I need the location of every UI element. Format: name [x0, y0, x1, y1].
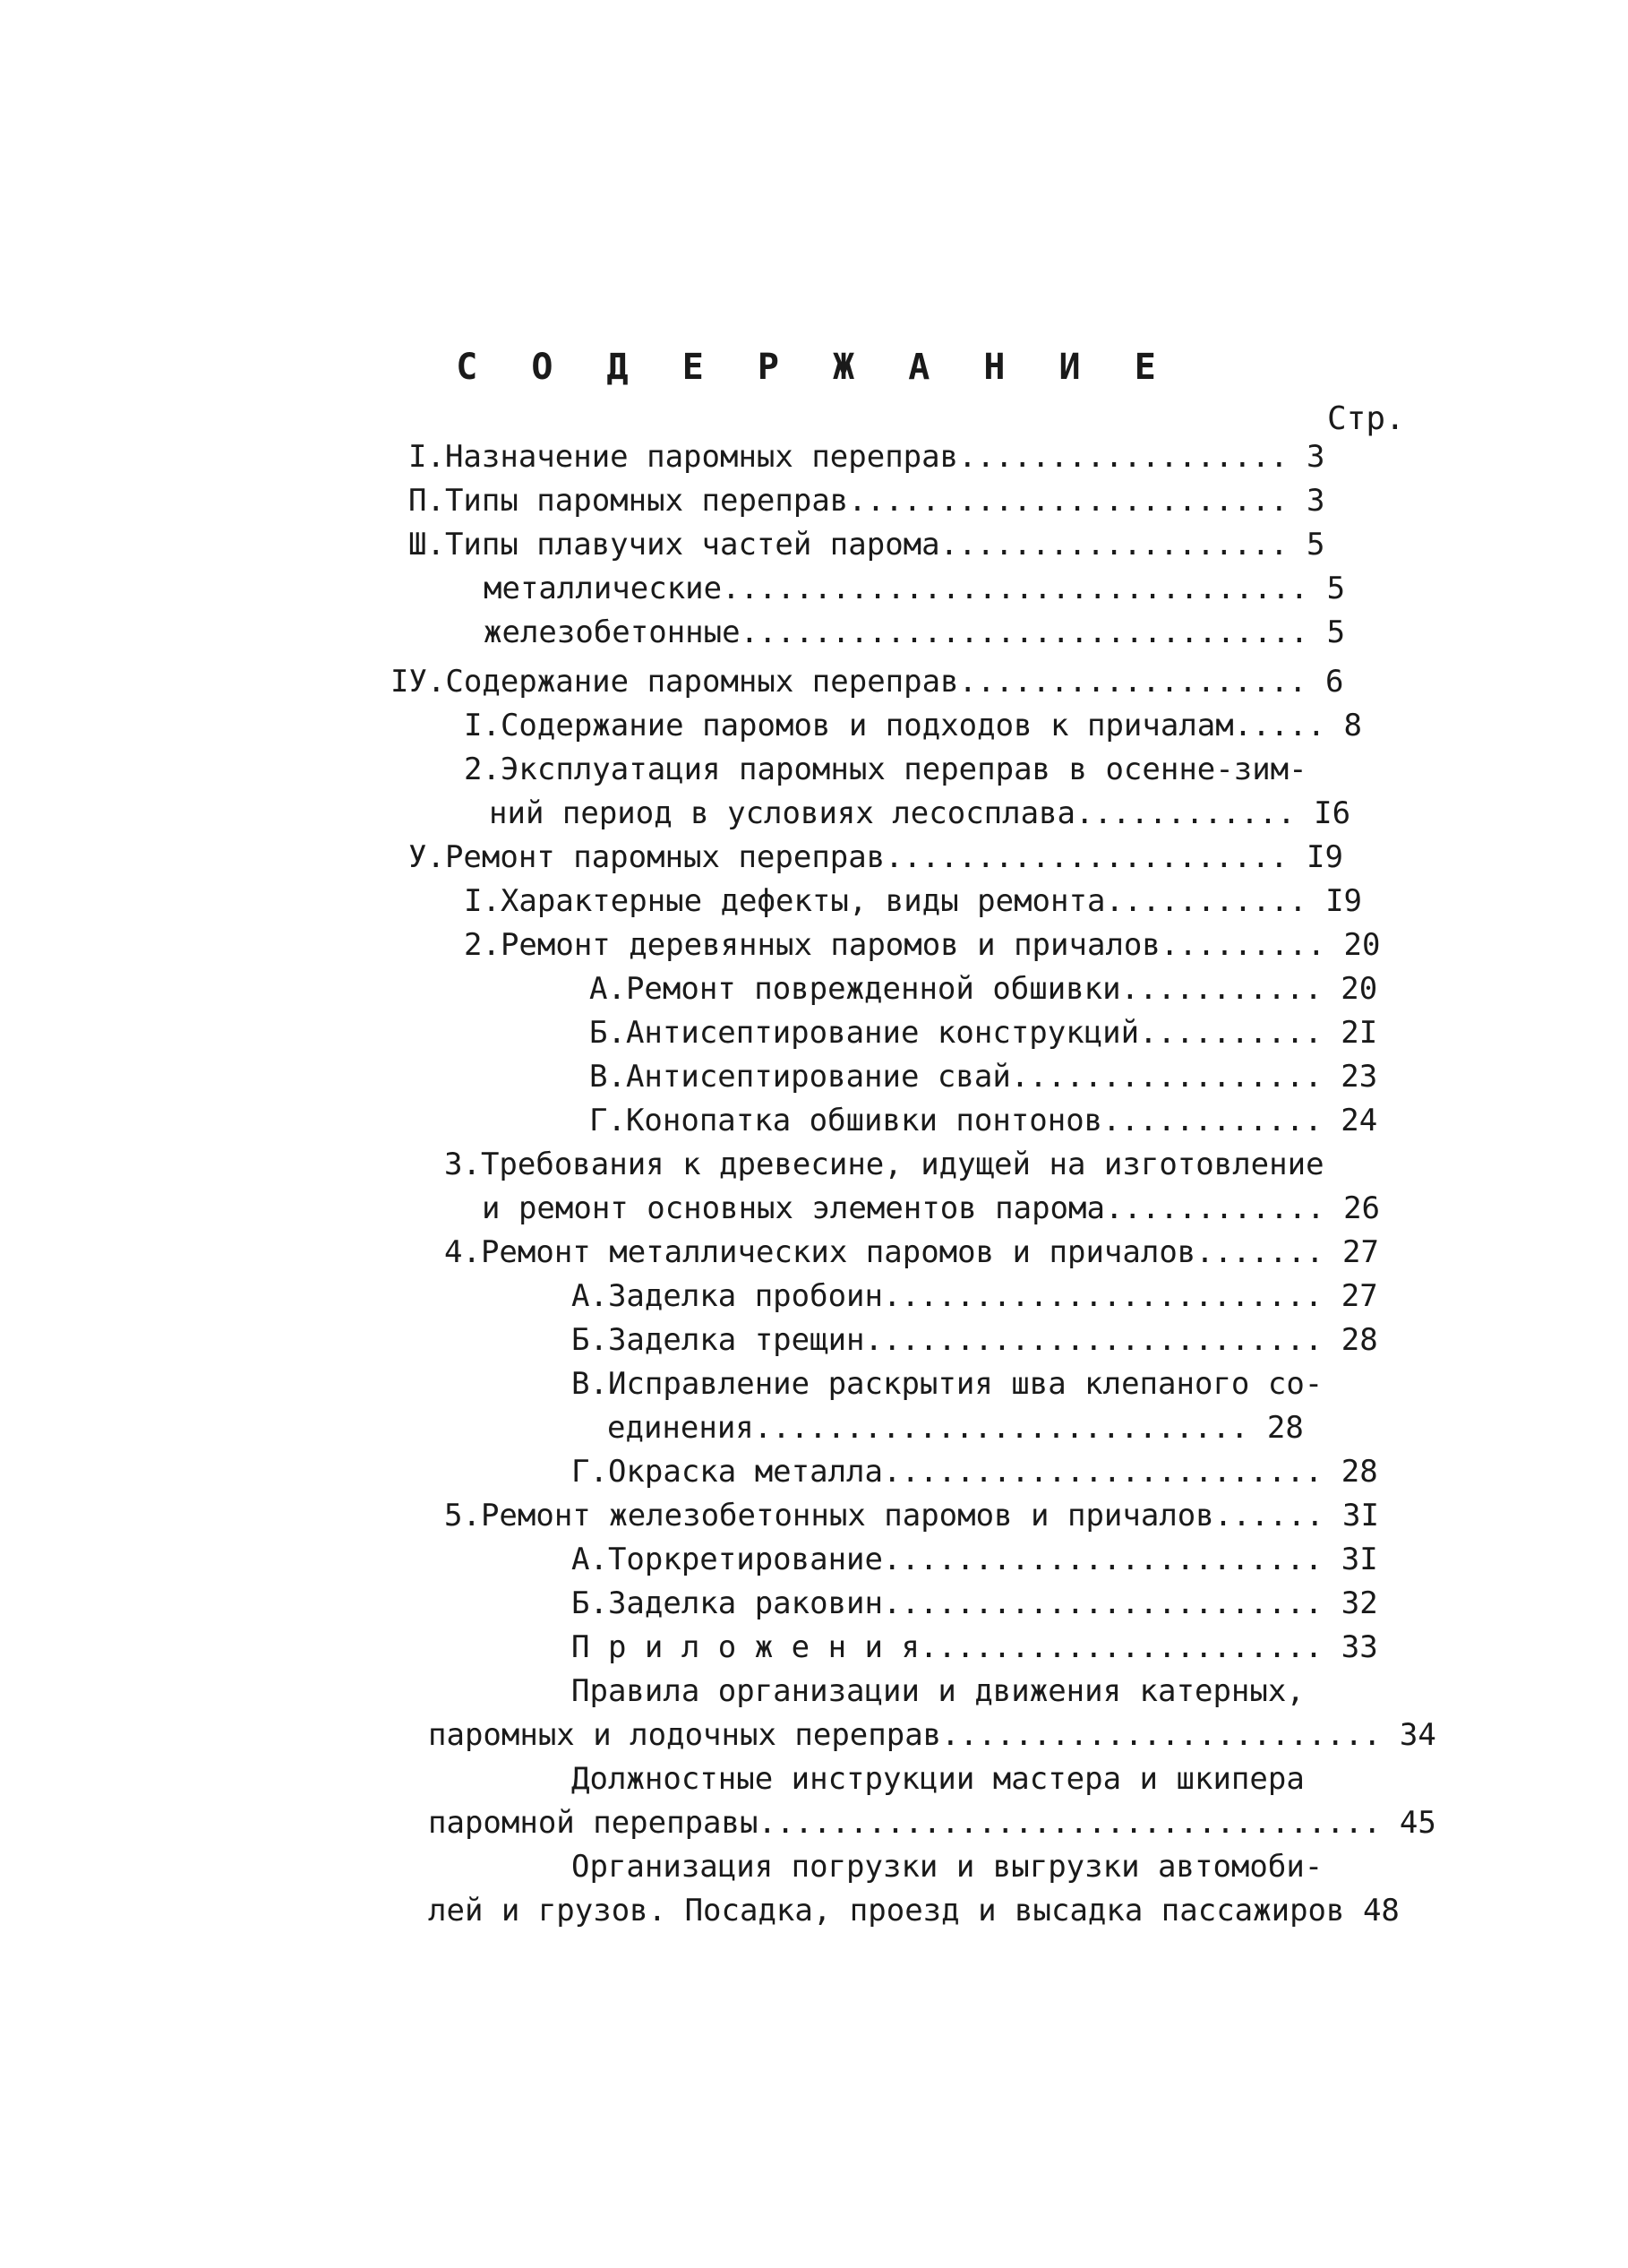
toc-entry: I.Характерные дефекты, виды ремонта........... I9	[464, 883, 1363, 919]
toc-entry: и ремонт основных элементов парома............ 26	[482, 1190, 1381, 1226]
toc-entry: Б.Заделка трещин......................... 28	[571, 1322, 1378, 1358]
toc-entry: Ш.Типы плавучих частей парома................... 5	[408, 527, 1325, 563]
toc-entry: В.Исправление раскрытия шва клепаного со-	[571, 1366, 1324, 1402]
toc-entry: единения........................... 28	[607, 1410, 1304, 1446]
toc-entry: П р и л о ж е н и я...................... 33	[571, 1629, 1378, 1665]
toc-entry: IУ.Содержание паромных переправ................... 6	[390, 664, 1344, 700]
page-title: С О Д Е Р Ж А Н И Е	[456, 347, 1172, 388]
toc-entry: Организация погрузки и выгрузки автомоби-	[571, 1849, 1324, 1885]
toc-entry: железобетонные............................... 5	[484, 614, 1346, 650]
toc-entry: Г.Окраска металла........................ 28	[571, 1454, 1378, 1490]
toc-entry: паромной переправы.................................. 45	[428, 1805, 1436, 1841]
toc-entry: 5.Ремонт железобетонных паромов и причалов...... 3I	[444, 1498, 1379, 1533]
toc-entry: Б.Антисептирование конструкций.......... 2I	[589, 1015, 1378, 1051]
toc-entry: А.Заделка пробоин........................ 27	[571, 1278, 1378, 1314]
toc-entry: 2.Эксплуатация паромных переправ в осенне-зим-	[464, 752, 1307, 787]
toc-entry: П.Типы паромных переправ........................ 3	[408, 483, 1325, 519]
toc-entry: Правила организации и движения катерных,	[571, 1673, 1305, 1709]
toc-entry: 4.Ремонт металлических паромов и причалов....... 27	[444, 1234, 1379, 1270]
toc-entry: Должностные инструкции мастера и шкипера	[571, 1761, 1305, 1797]
toc-entry: Г.Конопатка обшивки понтонов............ 24	[589, 1103, 1378, 1138]
toc-entry: металлические................................ 5	[484, 571, 1346, 606]
toc-entry: 2.Ремонт деревянных паромов и причалов......... 20	[464, 927, 1381, 963]
toc-entry: А.Ремонт поврежденной обшивки........... 20	[589, 971, 1378, 1007]
toc-entry: 3.Требования к древесине, идущей на изготовление	[444, 1147, 1324, 1182]
toc-entry: А.Торкретирование........................ 3I	[571, 1542, 1378, 1577]
toc-entry: ний период в условиях лесосплава............ I6	[489, 795, 1351, 831]
toc-entry: паромных и лодочных переправ........................ 34	[428, 1717, 1436, 1753]
page-number-column-label: Стр.	[1327, 400, 1405, 437]
toc-entry: лей и грузов. Посадка, проезд и высадка пассажиров 48	[428, 1893, 1400, 1929]
toc-entry: Б.Заделка раковин........................ 32	[571, 1585, 1378, 1621]
toc-entry: В.Антисептирование свай................. 23	[589, 1059, 1378, 1095]
toc-entry: У.Ремонт паромных переправ...................... I9	[408, 839, 1343, 875]
toc-entry: I.Назначение паромных переправ.................. 3	[408, 439, 1325, 475]
toc-entry: I.Содержание паромов и подходов к причалам..... 8	[464, 708, 1363, 743]
